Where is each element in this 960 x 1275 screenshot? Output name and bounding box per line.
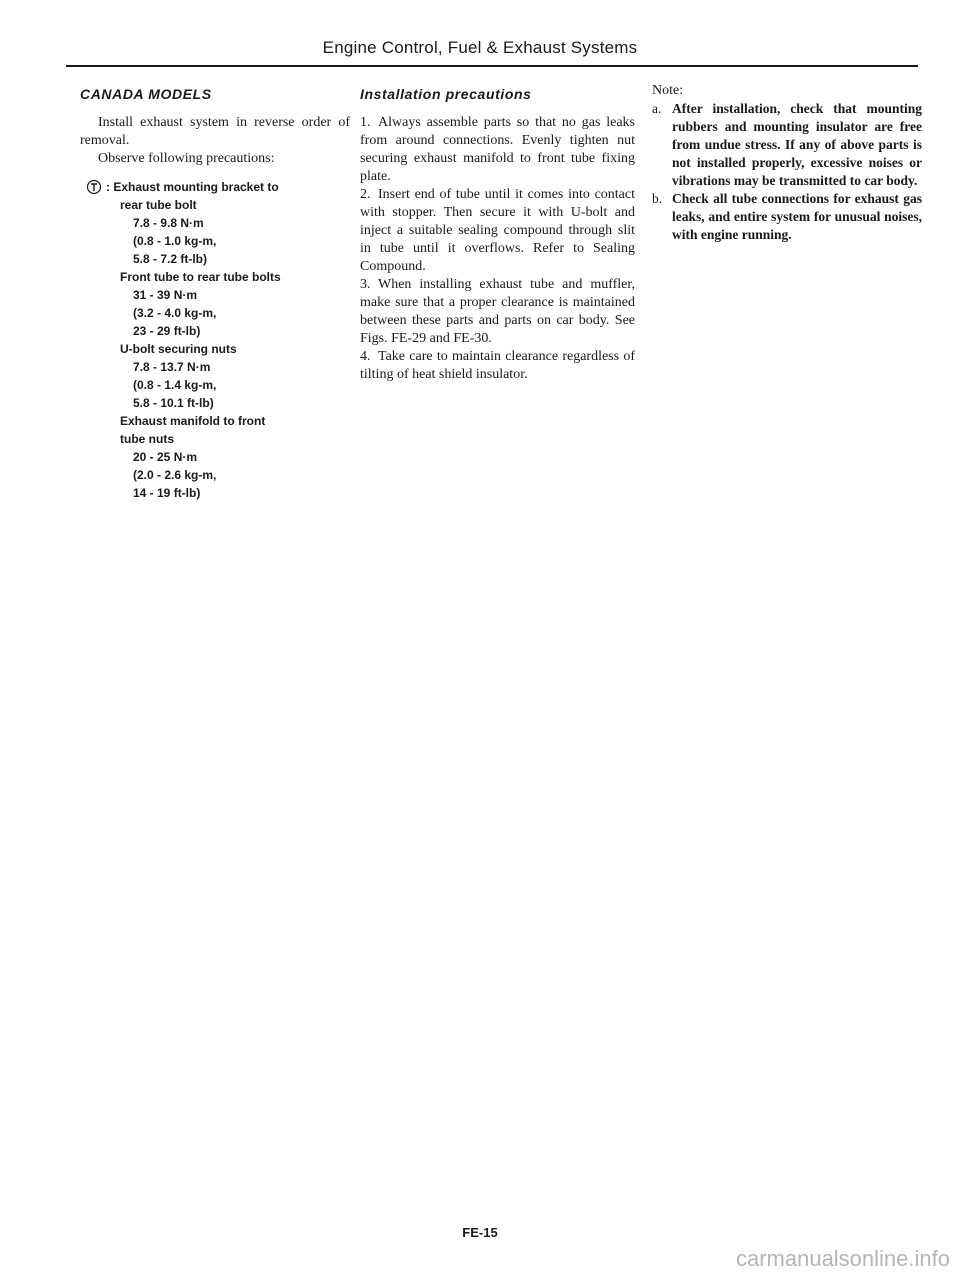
spec-head (80, 178, 350, 196)
spec-label: U-bolt securing nuts (120, 342, 237, 356)
spec-value: 5.8 - 7.2 ft-lb) (133, 252, 208, 266)
page-header: Engine Control, Fuel & Exhaust Systems (322, 38, 638, 57)
spec-value: 7.8 - 9.8 N·m (133, 216, 204, 230)
canada-models-column (80, 82, 350, 502)
torque-spec-list (80, 178, 350, 502)
spec-label: Front tube to rear tube bolts (120, 270, 281, 284)
precaution-list (360, 114, 635, 384)
torque-wrench-icon (86, 179, 102, 195)
spec-lines (80, 196, 350, 502)
spec-value: 7.8 - 13.7 N·m (133, 360, 211, 374)
spec-label: rear tube bolt (120, 198, 197, 212)
precaution-item (360, 276, 635, 348)
spec-value: (0.8 - 1.0 kg-m, (133, 234, 217, 248)
precaution-number: 2. (360, 187, 371, 202)
note-column (652, 82, 922, 244)
page-number: FE-15 (462, 1225, 498, 1240)
watermark: carmanualsonline.info (735, 1246, 950, 1271)
note-text: After installation, check that mounting rubbers and mounting insulator are free from undue stress. If any of above parts is not installed properly, excessive noises or vibrations may be transmitted to car body. (672, 101, 922, 188)
precaution-text: Always assemble parts so that no gas leaks from around connections. Evenly tighten nut securing exhaust manifold to front tube fixing plate. (360, 115, 635, 184)
spec-value: (0.8 - 1.4 kg-m, (133, 378, 217, 392)
spec-head-label: : Exhaust mounting bracket to (106, 180, 279, 194)
precaution-text: When installing exhaust tube and muffler, make sure that a proper clearance is maintained between these parts and parts on car body. See Figs. FE-29 and FE-30. (360, 277, 635, 346)
note-item (652, 190, 922, 244)
spec-value: 5.8 - 10.1 ft-lb) (133, 396, 214, 410)
spec-value: 31 - 39 N·m (133, 288, 198, 302)
installation-precautions-column (360, 82, 635, 384)
precaution-number: 4. (360, 349, 371, 364)
spec-value: (2.0 - 2.6 kg-m, (133, 468, 217, 482)
precaution-number: 3. (360, 277, 371, 292)
note-text: Check all tube connections for exhaust gas leaks, and entire system for unusual noises, with engine running. (672, 191, 922, 242)
spec-value: 14 - 19 ft-lb) (133, 486, 201, 500)
header-rule (66, 65, 918, 67)
precaution-text: Take care to maintain clearance regardless of tilting of heat shield insulator. (360, 349, 635, 382)
note-list (652, 100, 922, 244)
install-intro: Install exhaust system in reverse order of removal. (80, 115, 350, 148)
note-letter: a. (652, 101, 662, 116)
installation-precautions-title: Installation precautions (360, 86, 532, 102)
precaution-text: Insert end of tube until it comes into contact with stopper. Then secure it with U-bolt and inject a suitable sealing compound through slit in tube until it overflows. Refer to Sealing Compound. (360, 187, 635, 274)
canada-models-title: CANADA MODELS (80, 86, 212, 102)
spec-label: tube nuts (120, 432, 174, 446)
precaution-item (360, 348, 635, 384)
spec-value: (3.2 - 4.0 kg-m, (133, 306, 217, 320)
precaution-item (360, 186, 635, 276)
spec-label: Exhaust manifold to front (120, 414, 266, 428)
observe-text: Observe following precautions: (98, 151, 275, 166)
spec-value: 20 - 25 N·m (133, 450, 198, 464)
precaution-item (360, 114, 635, 186)
precaution-number: 1. (360, 115, 371, 130)
note-letter: b. (652, 191, 663, 206)
note-heading: Note: (652, 83, 684, 98)
note-item (652, 100, 922, 190)
spec-value: 23 - 29 ft-lb) (133, 324, 201, 338)
